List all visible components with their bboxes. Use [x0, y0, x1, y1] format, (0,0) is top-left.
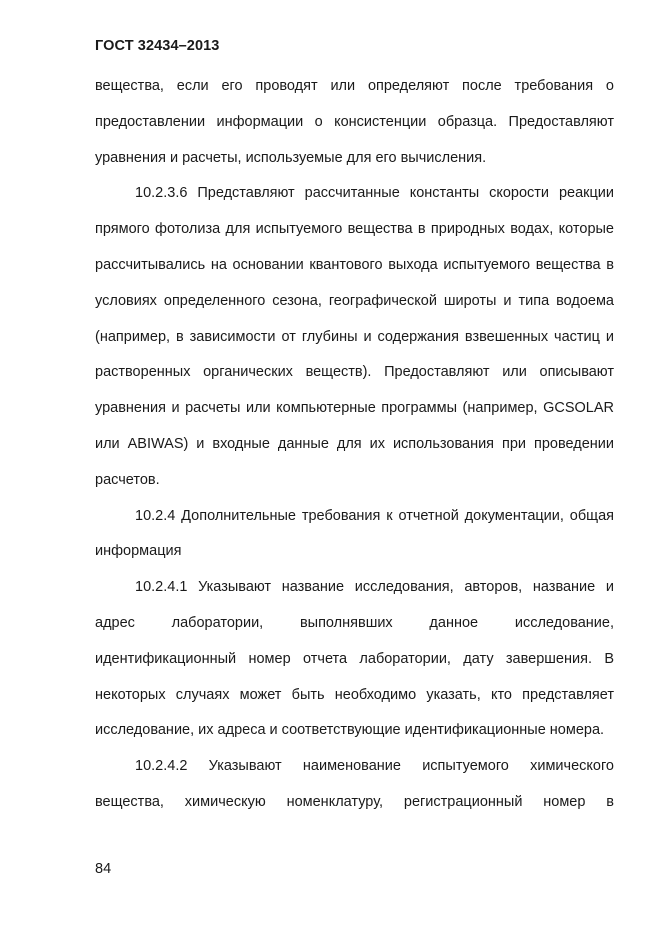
paragraph-10-2-3-6: 10.2.3.6 Представляют рассчитанные константы скорости реакции прямого фотолиза для испытуемого вещества в природных водах, которые рассчитывались на основании квантового выхода испытуемого вещества в условиях определенного сезона, географической широты и типа водоема (например, в зависимости от глубины и содержания взвешенных частиц и растворенных органических веществ). Предоставляют или описывают уравнения и расчеты или компьютерные программы (например, GCSOLAR или ABIWAS) и входные данные для их использования при проведении расчетов.: [95, 185, 614, 488]
paragraph-10-2-4-2: 10.2.4.2 Указывают наименование испытуемого химического вещества, химическую номенклатуру, регистрационный номер в: [95, 758, 614, 810]
section-heading-10-2-4: 10.2.4 Дополнительные требования к отчетной документации, общая информация: [95, 507, 614, 560]
paragraph-continuation: вещества, если его проводят или определяют после требования о предоставлении информации о консистенции образца. Предоставляют уравнения и расчеты, используемые для его вычисления.: [95, 78, 614, 166]
standard-code-header: ГОСТ 32434–2013: [95, 38, 220, 54]
page-number: 84: [95, 861, 112, 877]
document-body: [95, 69, 614, 821]
paragraph-10-2-4-1: 10.2.4.1 Указывают название исследования, авторов, название и адрес лаборатории, выполнявших данное исследование, идентификационный номер отчета лаборатории, дату завершения. В некоторых случаях может быть необходимо указать, кто представляет исследование, их адреса и соответствующие идентификационные номера.: [95, 579, 614, 739]
